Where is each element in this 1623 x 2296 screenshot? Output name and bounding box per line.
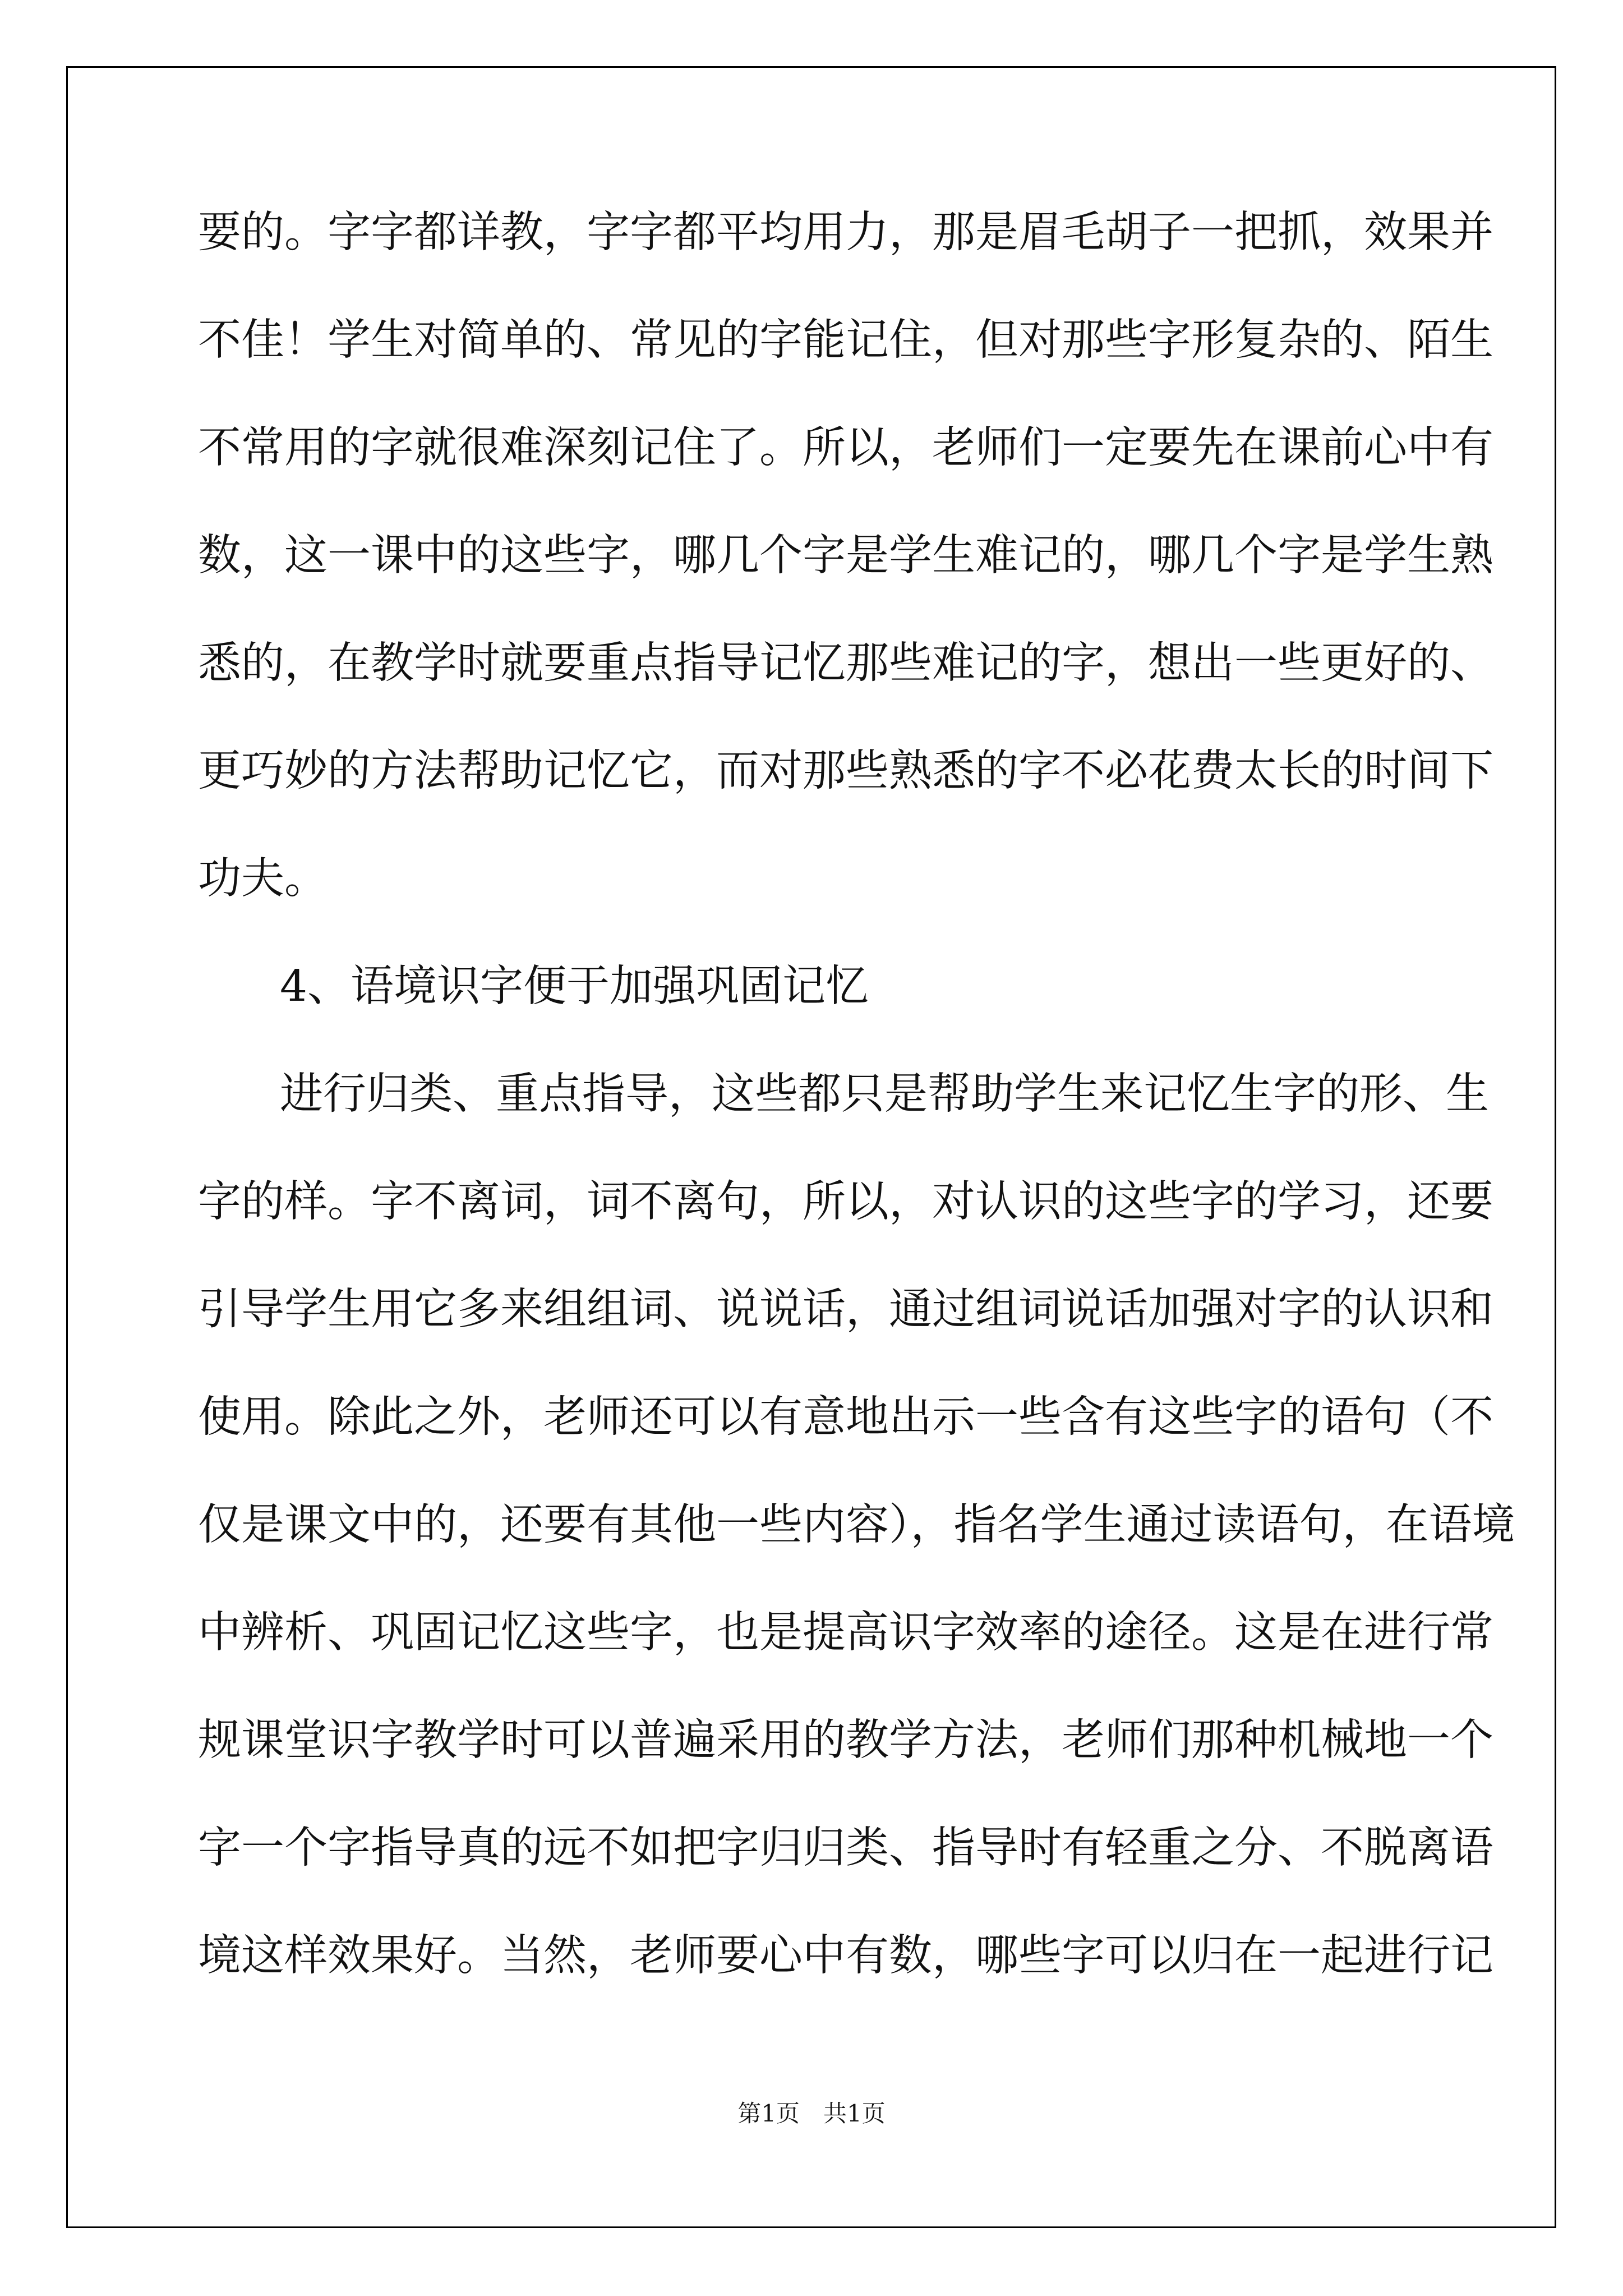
body-line: 字一个字指导真的远不如把字归归类、指导时有轻重之分、不脱离语: [198, 1823, 1493, 1873]
section-heading: 4、语境识字便于加强巩固记忆: [280, 961, 869, 1011]
body-line: 不常用的字就很难深刻记住了。所以，老师们一定要先在课前心中有: [198, 423, 1493, 473]
body-line: 境这样效果好。当然，老师要心中有数，哪些字可以归在一起进行记: [198, 1931, 1493, 1981]
page-number: 第1页 共1页: [737, 2100, 886, 2127]
body-line: 仅是课文中的，还要有其他一些内容），指名学生通过读语句，在语境: [198, 1500, 1515, 1550]
body-line: 中辨析、巩固记忆这些字，也是提高识字效率的途径。这是在进行常: [198, 1608, 1493, 1658]
body-line: 进行归类、重点指导，这些都只是帮助学生来记忆生字的形、生: [280, 1069, 1489, 1119]
body-line: 不佳！学生对简单的、常见的字能记住，但对那些字形复杂的、陌生: [198, 315, 1493, 365]
body-line: 悉的，在教学时就要重点指导记忆那些难记的字，想出一些更好的、: [198, 638, 1493, 688]
body-line: 规课堂识字教学时可以普遍采用的教学方法，老师们那种机械地一个: [198, 1715, 1493, 1765]
body-line: 字的样。字不离词，词不离句，所以，对认识的这些字的学习，还要: [198, 1177, 1493, 1227]
body-line: 数，这一课中的这些字，哪几个字是学生难记的，哪几个字是学生熟: [198, 531, 1493, 581]
body-line: 要的。字字都详教，字字都平均用力，那是眉毛胡子一把抓，效果并: [198, 208, 1493, 257]
body-line: 引导学生用它多来组组词、说说话，通过组词说话加强对字的认识和: [198, 1285, 1493, 1335]
body-line: 更巧妙的方法帮助记忆它，而对那些熟悉的字不必花费太长的时间下: [198, 746, 1493, 796]
body-line: 功夫。: [198, 854, 328, 904]
document-body: [198, 208, 1515, 2041]
body-line: 使用。除此之外，老师还可以有意地出示一些含有这些字的语句（不: [198, 1392, 1493, 1442]
